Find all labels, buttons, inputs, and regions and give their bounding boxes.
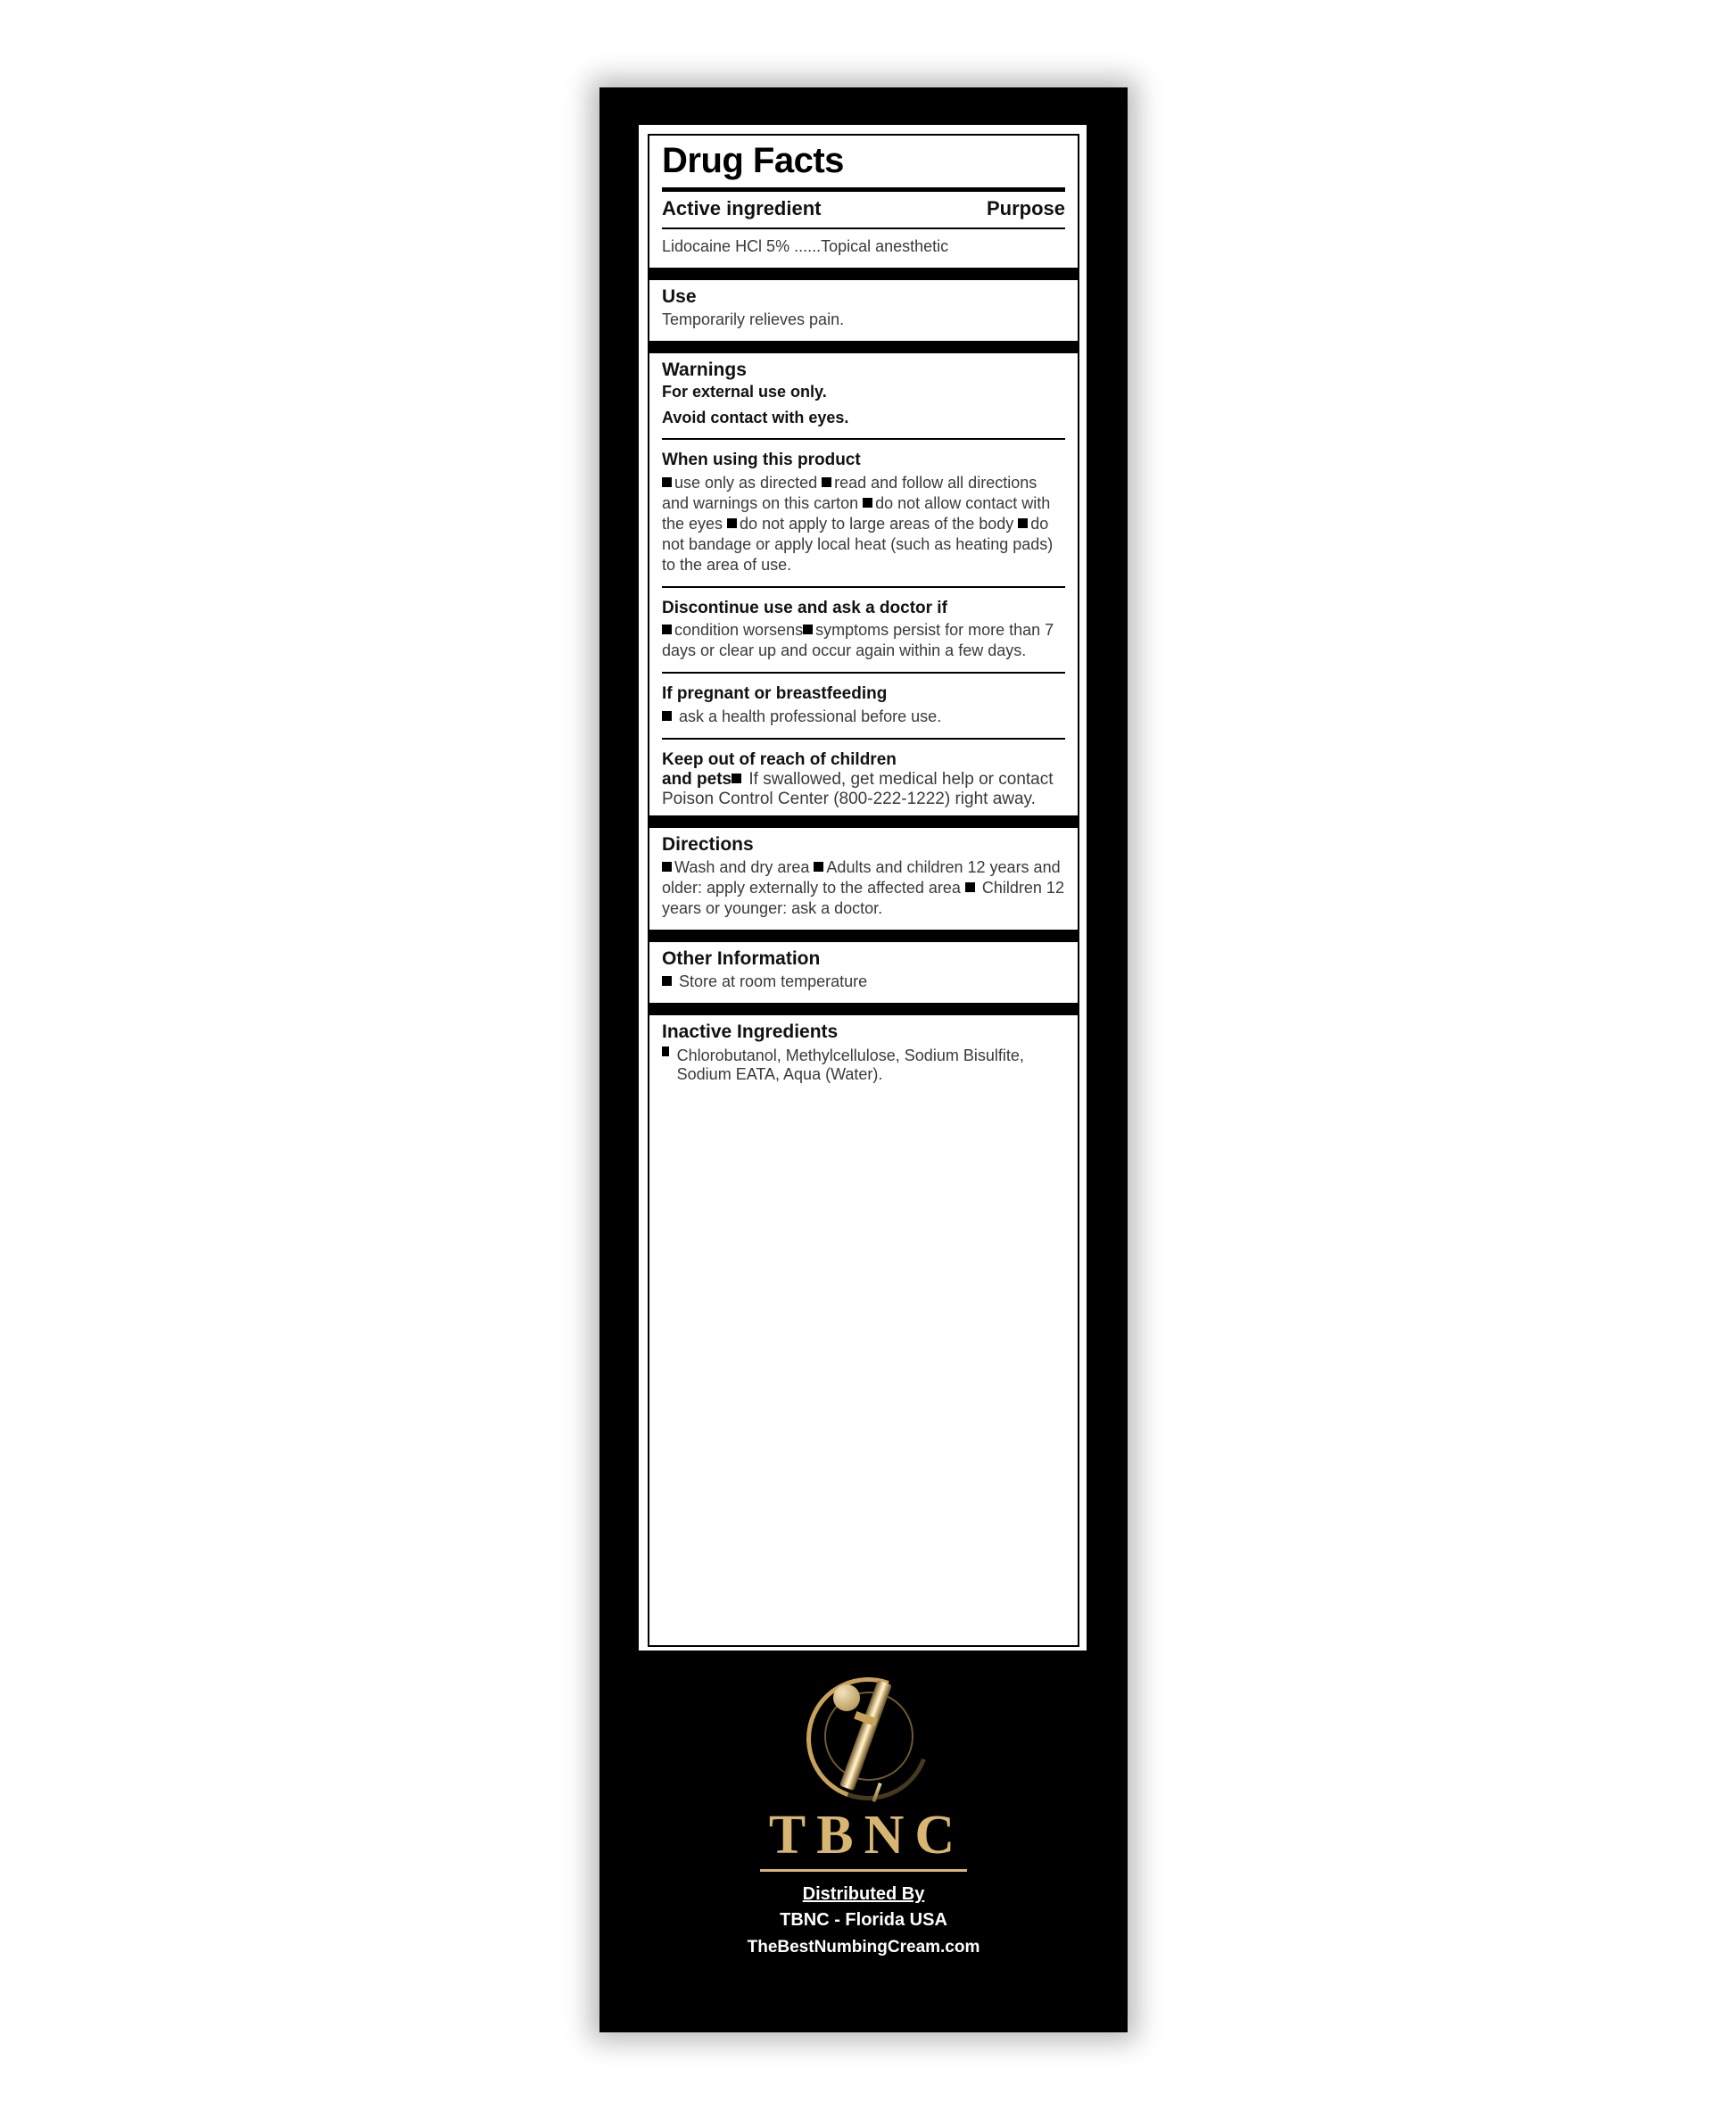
brand-underline <box>760 1869 967 1872</box>
other-information-text <box>649 970 1078 997</box>
inactive-ingredients-header: Inactive Ingredients <box>662 1021 839 1042</box>
section-divider-5 <box>649 1003 1078 1015</box>
children-rule <box>662 738 1065 740</box>
section-divider-3 <box>649 815 1078 828</box>
bullet-square-icon <box>965 882 975 892</box>
discontinue-header: Discontinue use and ask a doctor if <box>662 598 947 617</box>
bullet-square-icon <box>822 477 831 487</box>
bullet-square-icon <box>662 976 672 986</box>
bullet-square-icon <box>662 862 672 872</box>
bullet-square-icon <box>727 518 737 528</box>
bullet-square-icon <box>662 711 672 721</box>
section-divider-1 <box>649 268 1078 280</box>
bullet-square-icon <box>732 774 741 783</box>
page-title: Drug Facts <box>662 141 844 180</box>
bullet-square-icon <box>814 862 823 872</box>
active-ingredient-line: Lidocaine HCl 5% ......Topical anesthetic <box>662 237 949 255</box>
syringe-plunger-icon <box>833 1684 860 1711</box>
pregnant-header: If pregnant or breastfeeding <box>662 684 888 704</box>
active-ingredient-rule <box>662 228 1065 229</box>
active-ingredient-headers <box>649 192 1078 222</box>
bullet-square-icon <box>1018 518 1028 528</box>
children-header: Keep out of reach of children and pets If swallowed, get medical help or contact Poison Control Center (800-222-1222) right away. <box>662 749 1054 809</box>
website-url: TheBestNumbingCream.com <box>747 1938 980 1957</box>
inactive-ingredients-text <box>649 1043 1078 1091</box>
bullet-square-icon <box>662 625 672 634</box>
directions-header: Directions <box>662 833 754 855</box>
drug-facts-panel <box>635 121 1090 1654</box>
distributed-by-label: Distributed By <box>802 1884 925 1904</box>
tbnc-logo-icon <box>783 1668 944 1802</box>
company-name: TBNC - Florida USA <box>780 1910 947 1930</box>
use-text: Temporarily relieves pain. <box>662 310 845 329</box>
directions-text: Wash and dry area Adults and children 12 years and older: apply externally to the affected area Children 12 years or younger: ask a doctor. <box>662 857 1064 917</box>
discontinue-text: condition worsens symptoms persist for more than 7 days or clear up and occur again within a few days. <box>662 621 1054 660</box>
bullet-square-icon <box>803 625 813 634</box>
warnings-header: Warnings <box>662 360 747 381</box>
purpose-header: Purpose <box>986 197 1065 219</box>
discontinue-rule <box>662 586 1065 588</box>
brand-name: TBNC <box>768 1805 966 1866</box>
bullet-square-icon <box>662 1047 669 1056</box>
other-information-value: Store at room temperature <box>679 972 868 990</box>
other-information-header: Other Information <box>662 947 821 969</box>
active-ingredient-header: Active ingredient <box>662 197 822 219</box>
warnings-line-2: Avoid contact with eyes. <box>662 409 849 427</box>
use-header: Use <box>662 286 697 308</box>
warnings-line-1: For external use only. <box>662 383 827 401</box>
section-divider-2 <box>649 341 1078 353</box>
warnings-rule <box>662 438 1065 440</box>
when-using-text: use only as directed read and follow all directions and warnings on this carton do not allow contact with the eyes do not apply to large areas of the body do not bandage or apply local heat (such as heating pads) to the area of use. <box>662 473 1054 574</box>
when-using-header: When using this product <box>662 451 861 470</box>
bullet-square-icon <box>863 498 872 508</box>
drug-facts-border <box>648 134 1079 1647</box>
brand-footer <box>599 1661 1128 2032</box>
pregnant-rule <box>662 672 1065 674</box>
section-divider-4 <box>649 930 1078 942</box>
pregnant-text: ask a health professional before use. <box>649 705 1078 732</box>
bullet-square-icon <box>662 477 672 487</box>
inactive-ingredients-value: Chlorobutanol, Methylcellulose, Sodium Bisulfite, Sodium EATA, Aqua (Water). <box>676 1046 1024 1083</box>
